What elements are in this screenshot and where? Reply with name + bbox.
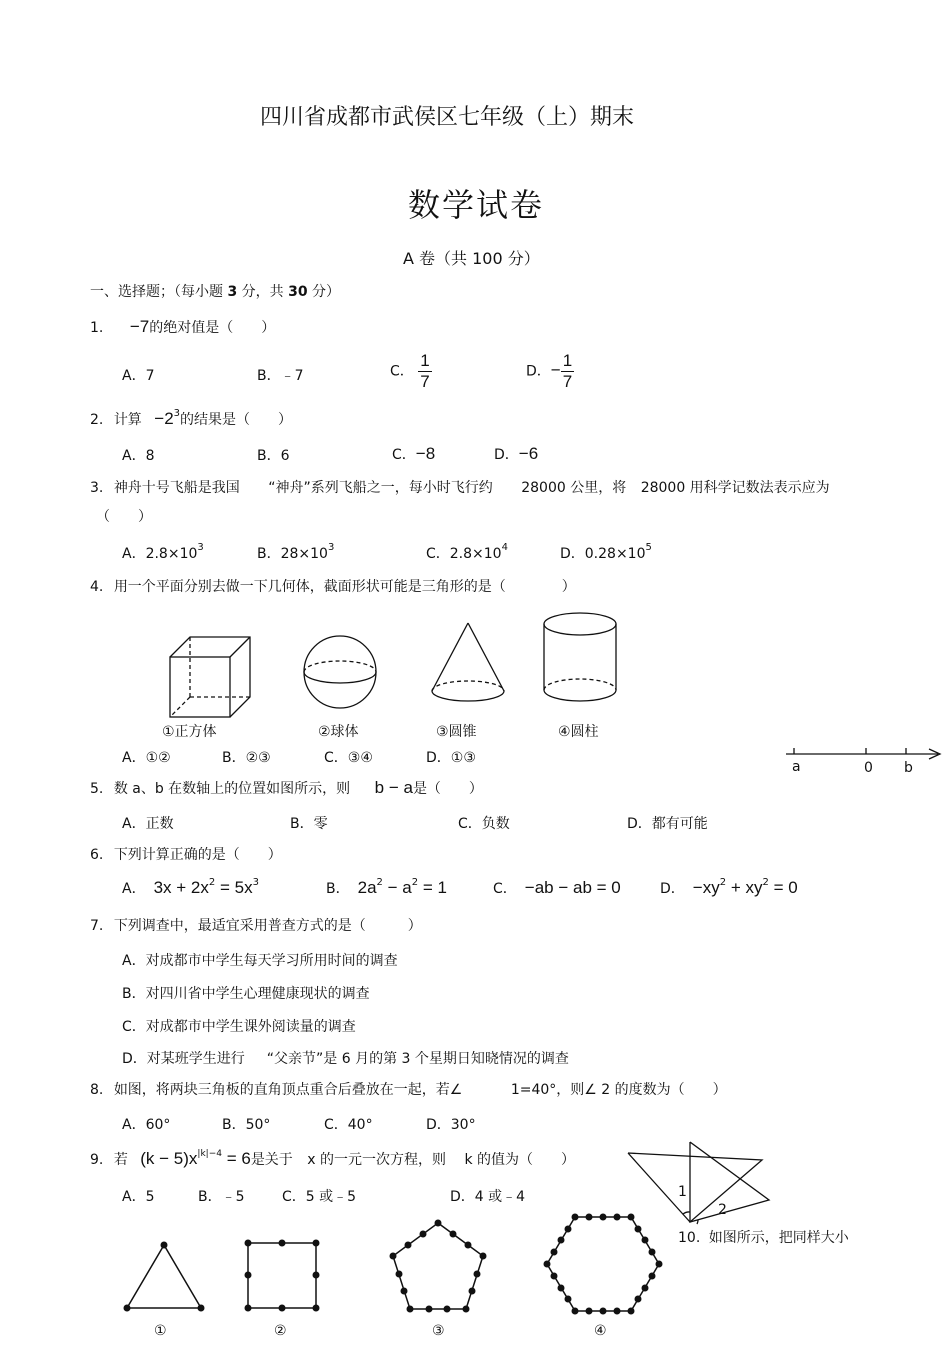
q1-option-d: D．− $\frac{1}{7}$ [526, 351, 573, 391]
q5-option-c: C．负数 [458, 816, 510, 832]
q9-option-c: C．5 或﹣5 [282, 1189, 357, 1205]
q4-option-d: D．①③ [426, 750, 476, 766]
q9-option-d: D．4 或﹣4 [450, 1189, 526, 1205]
q6-option-b: B． $2a^2 - a^2 = 1$ [326, 877, 447, 897]
q1-fraction-c: $\frac{1}{7}$ [420, 351, 430, 391]
cube-figure [160, 612, 260, 722]
q8-stem: 8. 如图，将两块三角板的直角顶点重合后叠放在一起，若∠ 1=40°，则∠ 2 的度数为（ ） [90, 1082, 727, 1098]
q8-option-d: D．30° [426, 1117, 476, 1133]
q5-option-d: D．都有可能 [627, 816, 708, 832]
q4-stem: 4. 用一个平面分别去做一下几何体，截面形状可能是三角形的是（ ） [90, 579, 576, 595]
q1-option-c: C． $\frac{1}{7}$ [390, 351, 430, 391]
q2-stem: 2. 计算 $-2^3$的结果是（ ） [90, 408, 293, 428]
q2-option-d: D．−6 [494, 444, 539, 463]
dot-pentagon-figure [388, 1218, 488, 1314]
q6-option-a: A． $3x + 2x^2 = 5x^3$ [122, 877, 259, 897]
q4-option-a: A．①② [122, 750, 171, 766]
caption-cylinder: ④圆柱 [558, 724, 599, 740]
q9-option-b: B．﹣5 [198, 1189, 245, 1205]
dot-hexagon-figure [543, 1212, 663, 1316]
dot-triangle-figure [120, 1240, 210, 1315]
q10-stem: 10. 如图所示，把同样大小 [678, 1230, 849, 1246]
caption-cone: ③圆锥 [436, 724, 477, 740]
caption-sphere: ②球体 [318, 724, 359, 740]
cone-figure [425, 618, 515, 718]
q6-stem: 6. 下列计算正确的是（ ） [90, 847, 282, 863]
q10-caption-3: ③ [432, 1323, 445, 1339]
q10-caption-1: ① [154, 1323, 167, 1339]
q7-option-d: D．对某班学生进行 “父亲节”是 6 月的第 3 个星期日知晓情况的调查 [122, 1051, 569, 1067]
q3-option-a: A．$2.8\times 10^3$ [122, 542, 204, 562]
q7-option-b: B．对四川省中学生心理健康现状的调查 [122, 986, 370, 1002]
q8-option-a: A．60° [122, 1117, 171, 1133]
angle-1-label: 1 [678, 1184, 687, 1200]
numberline-label-a: a [792, 759, 801, 775]
title-line1: 四川省成都市武侯区七年级（上）期末 [260, 105, 635, 130]
q8-option-c: C．40° [324, 1117, 373, 1133]
q1-fraction-d: $\frac{1}{7}$ [562, 351, 573, 391]
q10-caption-2: ② [274, 1323, 287, 1339]
q10-caption-4: ④ [594, 1323, 607, 1339]
q5-option-b: B．零 [290, 816, 328, 832]
q9-stem: 9. 若 $(k - 5)x^{|k|-4} = 6$是关于 x 的一元一次方程，则 k 的值为（ ） [90, 1149, 576, 1168]
q4-option-b: B．②③ [222, 750, 271, 766]
q7-stem: 7. 下列调查中，最适宜采用普查方式的是（ ） [90, 918, 422, 934]
q4-option-c: C．③④ [324, 750, 373, 766]
q5-option-a: A．正数 [122, 816, 174, 832]
q3-option-c: C．$2.8\times 10^4$ [426, 542, 508, 562]
part1-heading: 一、选择题；（每小题 3 分，共 30 分） [90, 284, 341, 300]
q3-option-b: B．$28\times 10^3$ [257, 542, 335, 562]
q6-option-c: C． −ab − ab = 0 [493, 878, 621, 897]
q3-stem-paren: （ ） [96, 509, 152, 525]
numberline-label-b: b [904, 760, 913, 776]
angle-2-label: 2 [718, 1202, 727, 1218]
dot-square-figure [242, 1238, 322, 1314]
q1-stem: 1. −7的绝对值是（ ） [90, 317, 276, 336]
q3-option-d: D．$0.28\times 10^5$ [560, 542, 652, 562]
caption-cube: ①正方体 [162, 724, 217, 740]
q6-option-d: D． $-xy^2 + xy^2 = 0$ [660, 877, 798, 897]
sphere-figure [300, 620, 380, 720]
section-title: A 卷（共 100 分） [403, 249, 540, 268]
q5-stem: 5. 数 a、b 在数轴上的位置如图所示，则 b − a是（ ） [90, 778, 483, 797]
q7-option-c: C．对成都市中学生课外阅读量的调查 [122, 1019, 356, 1035]
q1-option-b: B．﹣7 [257, 368, 304, 384]
q2-option-a: A．8 [122, 448, 155, 464]
title-line2: 数学试卷 [408, 186, 545, 224]
q1-option-a: A．7 [122, 368, 155, 384]
q2-option-c: C．−8 [392, 444, 436, 463]
q2-option-b: B．6 [257, 448, 290, 464]
numberline-label-0: 0 [864, 760, 873, 776]
q9-option-a: A．5 [122, 1189, 155, 1205]
q8-option-b: B．50° [222, 1117, 271, 1133]
cylinder-figure [538, 610, 628, 720]
q3-stem: 3. 神舟十号飞船是我国 “神舟”系列飞船之一，每小时飞行约 28000 公里，将 28000 用科学记数法表示应为 [90, 480, 830, 496]
q7-option-a: A．对成都市中学生每天学习所用时间的调查 [122, 953, 398, 969]
